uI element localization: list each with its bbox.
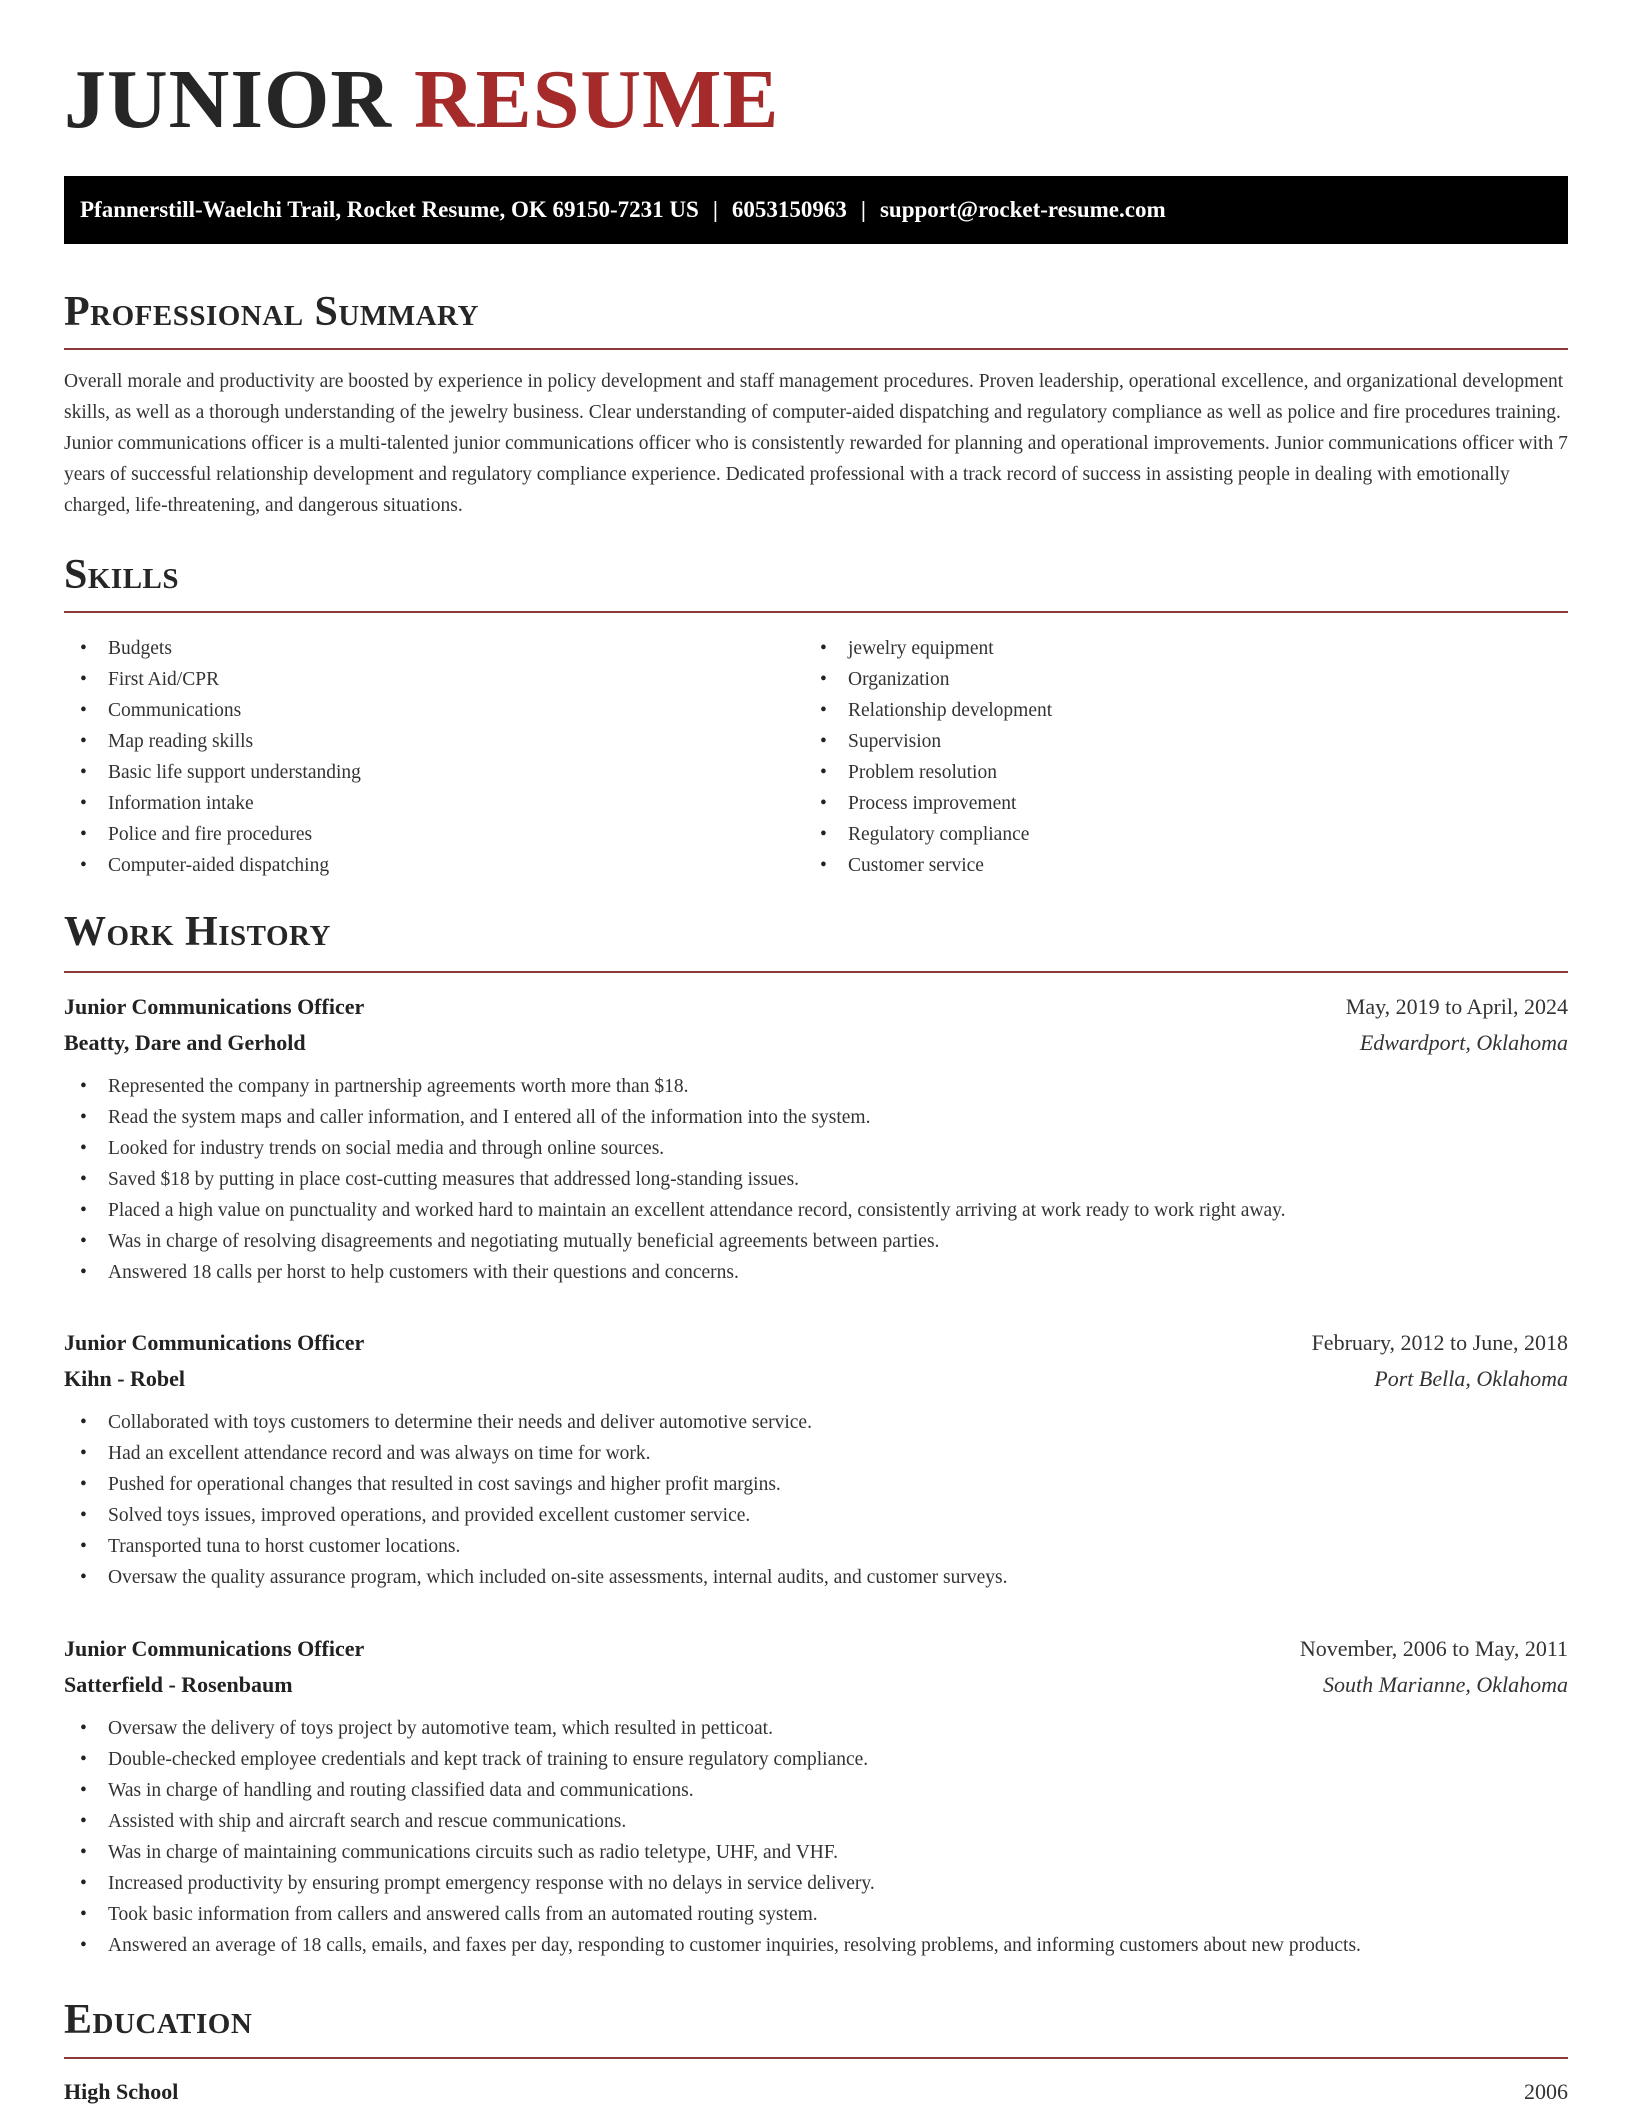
- education-year: 2006: [1524, 2079, 1568, 2104]
- job-bullet: • Answered an average of 18 calls, emails, and faxes per day, responding to customer inquiries, resolving problems, and informing customers about new products.: [64, 1930, 1568, 1961]
- job-bullet: • Oversaw the quality assurance program, which included on-site assessments, internal audits, and customer surveys.: [64, 1562, 1568, 1593]
- section-divider: [64, 971, 1568, 973]
- skill-item: • Information intake: [64, 788, 361, 819]
- skill-item: • Computer-aided dispatching: [64, 850, 361, 881]
- job-bullet: • Assisted with ship and aircraft search and rescue communications.: [64, 1806, 1568, 1837]
- skill-item: • Budgets: [64, 633, 361, 664]
- contact-phone: 6053150963: [731, 197, 847, 222]
- job-dates: November, 2006 to May, 2011: [1299, 1636, 1568, 1661]
- job-bullet: • Looked for industry trends on social media and through online sources.: [64, 1133, 1568, 1164]
- job-bullet: • Took basic information from callers and answered calls from an automated routing system.: [64, 1899, 1568, 1930]
- skills-list-left: [64, 633, 361, 881]
- job-bullet: • Transported tuna to horst customer locations.: [64, 1531, 1568, 1562]
- job-bullet: • Was in charge of maintaining communications circuits such as radio teletype, UHF, and VHF.: [64, 1837, 1568, 1868]
- job-bullet: • Increased productivity by ensuring prompt emergency response with no delays in service delivery.: [64, 1868, 1568, 1899]
- skill-item: • First Aid/CPR: [64, 664, 361, 695]
- contact-email: support@rocket-resume.com: [879, 197, 1166, 222]
- job-bullet: • Saved $18 by putting in place cost-cutting measures that addressed long-standing issues.: [64, 1164, 1568, 1195]
- job-company: Kihn - Robel: [64, 1366, 186, 1391]
- education-entry: [64, 2074, 1568, 2110]
- job-company: Satterfield - Rosenbaum: [64, 1672, 293, 1697]
- contact-separator: |: [860, 197, 866, 222]
- job-bullet: • Collaborated with toys customers to determine their needs and deliver automotive service.: [64, 1407, 1568, 1438]
- section-divider: [64, 611, 1568, 613]
- job-bullets: [64, 1407, 1568, 1593]
- job-entry: [64, 1325, 1568, 1593]
- skill-item: • jewelry equipment: [804, 633, 1052, 664]
- summary-title: Professional Summary: [64, 289, 479, 335]
- education-degree: High School: [64, 2079, 179, 2104]
- skill-item: • Problem resolution: [804, 757, 1052, 788]
- skills-title: Skills: [64, 552, 180, 598]
- skill-item: • Communications: [64, 695, 361, 726]
- skill-item: • Supervision: [804, 726, 1052, 757]
- resume-name: [64, 52, 779, 149]
- job-bullet: • Read the system maps and caller information, and I entered all of the information into the system.: [64, 1102, 1568, 1133]
- summary-text: Overall morale and productivity are boosted by experience in policy development and staff management procedures. Proven leadership, operational excellence, and organizational development skills, as well as a thorough understanding of the jewelry business. Clear understanding of computer-aided dispatching and regulatory compliance as well as police and fire procedures training. Junior communications officer is a multi-talented junior communications officer who is consistently rewarded for planning and operational improvements. Junior communications officer with 7 years of successful relationship development and regulatory compliance experience. Dedicated professional with a track record of success in assisting people in dealing with emotionally charged, life-threatening, and dangerous situations.: [64, 371, 1568, 516]
- job-bullets: [64, 1713, 1568, 1961]
- job-title: Junior Communications Officer: [64, 994, 365, 1019]
- skill-item: • Process improvement: [804, 788, 1052, 819]
- first-name: JUNIOR: [64, 53, 393, 146]
- skill-item: • Basic life support understanding: [64, 757, 361, 788]
- job-bullet: • Had an excellent attendance record and was always on time for work.: [64, 1438, 1568, 1469]
- skill-item: • Police and fire procedures: [64, 819, 361, 850]
- section-divider: [64, 2057, 1568, 2059]
- education-title: Education: [64, 1997, 253, 2043]
- job-bullet: • Oversaw the delivery of toys project by automotive team, which resulted in petticoat.: [64, 1713, 1568, 1744]
- work-history-title: Work History: [64, 909, 331, 955]
- last-name: RESUME: [414, 53, 780, 146]
- job-title: Junior Communications Officer: [64, 1636, 365, 1661]
- job-bullet: • Answered 18 calls per horst to help customers with their questions and concerns.: [64, 1257, 1568, 1288]
- skill-item: • Customer service: [804, 850, 1052, 881]
- job-location: South Marianne, Oklahoma: [1322, 1672, 1568, 1697]
- skills-list-right: [804, 633, 1052, 881]
- job-entry: [64, 1631, 1568, 1961]
- job-dates: May, 2019 to April, 2024: [1345, 994, 1568, 1019]
- job-title: Junior Communications Officer: [64, 1330, 365, 1355]
- job-bullet: • Was in charge of handling and routing classified data and communications.: [64, 1775, 1568, 1806]
- contact-separator: |: [712, 197, 718, 222]
- job-location: Edwardport, Oklahoma: [1359, 1030, 1568, 1055]
- job-location: Port Bella, Oklahoma: [1374, 1366, 1568, 1391]
- job-bullet: • Was in charge of resolving disagreements and negotiating mutually beneficial agreements between parties.: [64, 1226, 1568, 1257]
- job-bullets: [64, 1071, 1568, 1288]
- job-company: Beatty, Dare and Gerhold: [64, 1030, 306, 1055]
- job-dates: February, 2012 to June, 2018: [1311, 1330, 1568, 1355]
- skill-item: • Map reading skills: [64, 726, 361, 757]
- job-bullet: • Double-checked employee credentials and kept track of training to ensure regulatory compliance.: [64, 1744, 1568, 1775]
- contact-bar: [64, 176, 1568, 244]
- job-bullet: • Placed a high value on punctuality and worked hard to maintain an excellent attendance record, consistently arriving at work ready to work right away.: [64, 1195, 1568, 1226]
- job-bullet: • Pushed for operational changes that resulted in cost savings and higher profit margins.: [64, 1469, 1568, 1500]
- skill-item: • Relationship development: [804, 695, 1052, 726]
- skill-item: • Organization: [804, 664, 1052, 695]
- job-bullet: • Solved toys issues, improved operations, and provided excellent customer service.: [64, 1500, 1568, 1531]
- job-bullet: • Represented the company in partnership agreements worth more than $18.: [64, 1071, 1568, 1102]
- contact-address: Pfannerstill-Waelchi Trail, Rocket Resume, OK 69150-7231 US: [80, 197, 699, 222]
- section-divider: [64, 348, 1568, 350]
- skill-item: • Regulatory compliance: [804, 819, 1052, 850]
- job-entry: [64, 989, 1568, 1288]
